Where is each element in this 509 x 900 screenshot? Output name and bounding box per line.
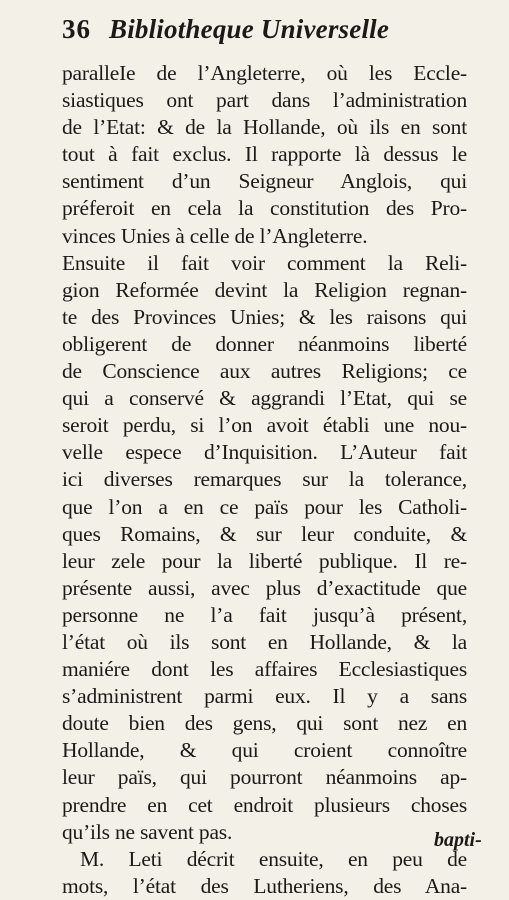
text-line: mots, l’état des Lutheriens, des Ana- <box>62 873 467 898</box>
text-line: obligerent de donner néanmoins liberté <box>62 331 467 356</box>
text-line: velle espece d’Inquisition. L’Auteur fait <box>62 440 467 465</box>
text-line: leur zele pour la liberté publique. Il re- <box>62 548 467 573</box>
text-line: doute bien des gens, qui sont nez en <box>62 711 467 736</box>
text-line: vinces Unies à celle de l’Angleterre. <box>62 223 368 248</box>
text-line: leur païs, qui pourront néanmoins ap- <box>62 765 467 790</box>
text-line: Ensuite il fait voir comment la Reli- <box>62 250 467 275</box>
text-line: s’administrent parmi eux. Il y a sans <box>62 684 467 709</box>
text-line: gion Reformée devint la Religion regnan- <box>62 277 467 302</box>
text-line: prendre en cet endroit plusieurs choses <box>62 792 467 817</box>
page-number: 36 <box>62 14 91 44</box>
text-line: de l’Etat: & de la Hollande, où ils en sont <box>62 115 467 140</box>
text-line: siastiques ont part dans l’administration <box>62 88 467 113</box>
text-line: que l’on a en ce païs pour les Catholi- <box>62 494 467 519</box>
running-title: Bibliotheque Universelle <box>109 14 390 44</box>
text-line: M. Leti décrit ensuite, en peu de <box>80 846 467 871</box>
text-line: qui a conservé & aggrandi l’Etat, qui se <box>62 386 467 411</box>
text-line: sentiment d’un Seigneur Anglois, qui <box>62 169 467 194</box>
text-line: de Conscience aux autres Religions; ce <box>62 359 467 384</box>
text-line: seroit perdu, si l’on avoit établi une nou- <box>62 413 467 438</box>
body-text <box>62 60 467 900</box>
text-line: Hollande, & qui croient connoître <box>62 738 467 763</box>
text-line: maniére dont les affaires Ecclesiastiques <box>62 657 467 682</box>
text-line: ici diverses remarques sur la tolerance, <box>62 467 467 492</box>
text-line: préferoit en cela la constitution des Pro- <box>62 196 467 221</box>
text-line: te des Provinces Unies; & les raisons qui <box>62 304 467 329</box>
text-line: qu’ils ne savent pas. <box>62 819 233 844</box>
text-line: l’état où ils sont en Hollande, & la <box>62 629 467 654</box>
text-line: présente aussi, avec plus d’exactitude que <box>62 575 467 600</box>
text-line: tout à fait exclus. Il rapporte là dessus le <box>62 142 467 167</box>
page-header <box>62 14 462 52</box>
catchword: bapti- <box>434 829 482 851</box>
text-line: ques Romains, & sur leur conduite, & <box>62 521 467 546</box>
text-line: paralleIe de l’Angleterre, où les Eccle- <box>62 61 467 85</box>
text-line: personne ne l’a fait jusqu’à présent, <box>62 602 467 627</box>
